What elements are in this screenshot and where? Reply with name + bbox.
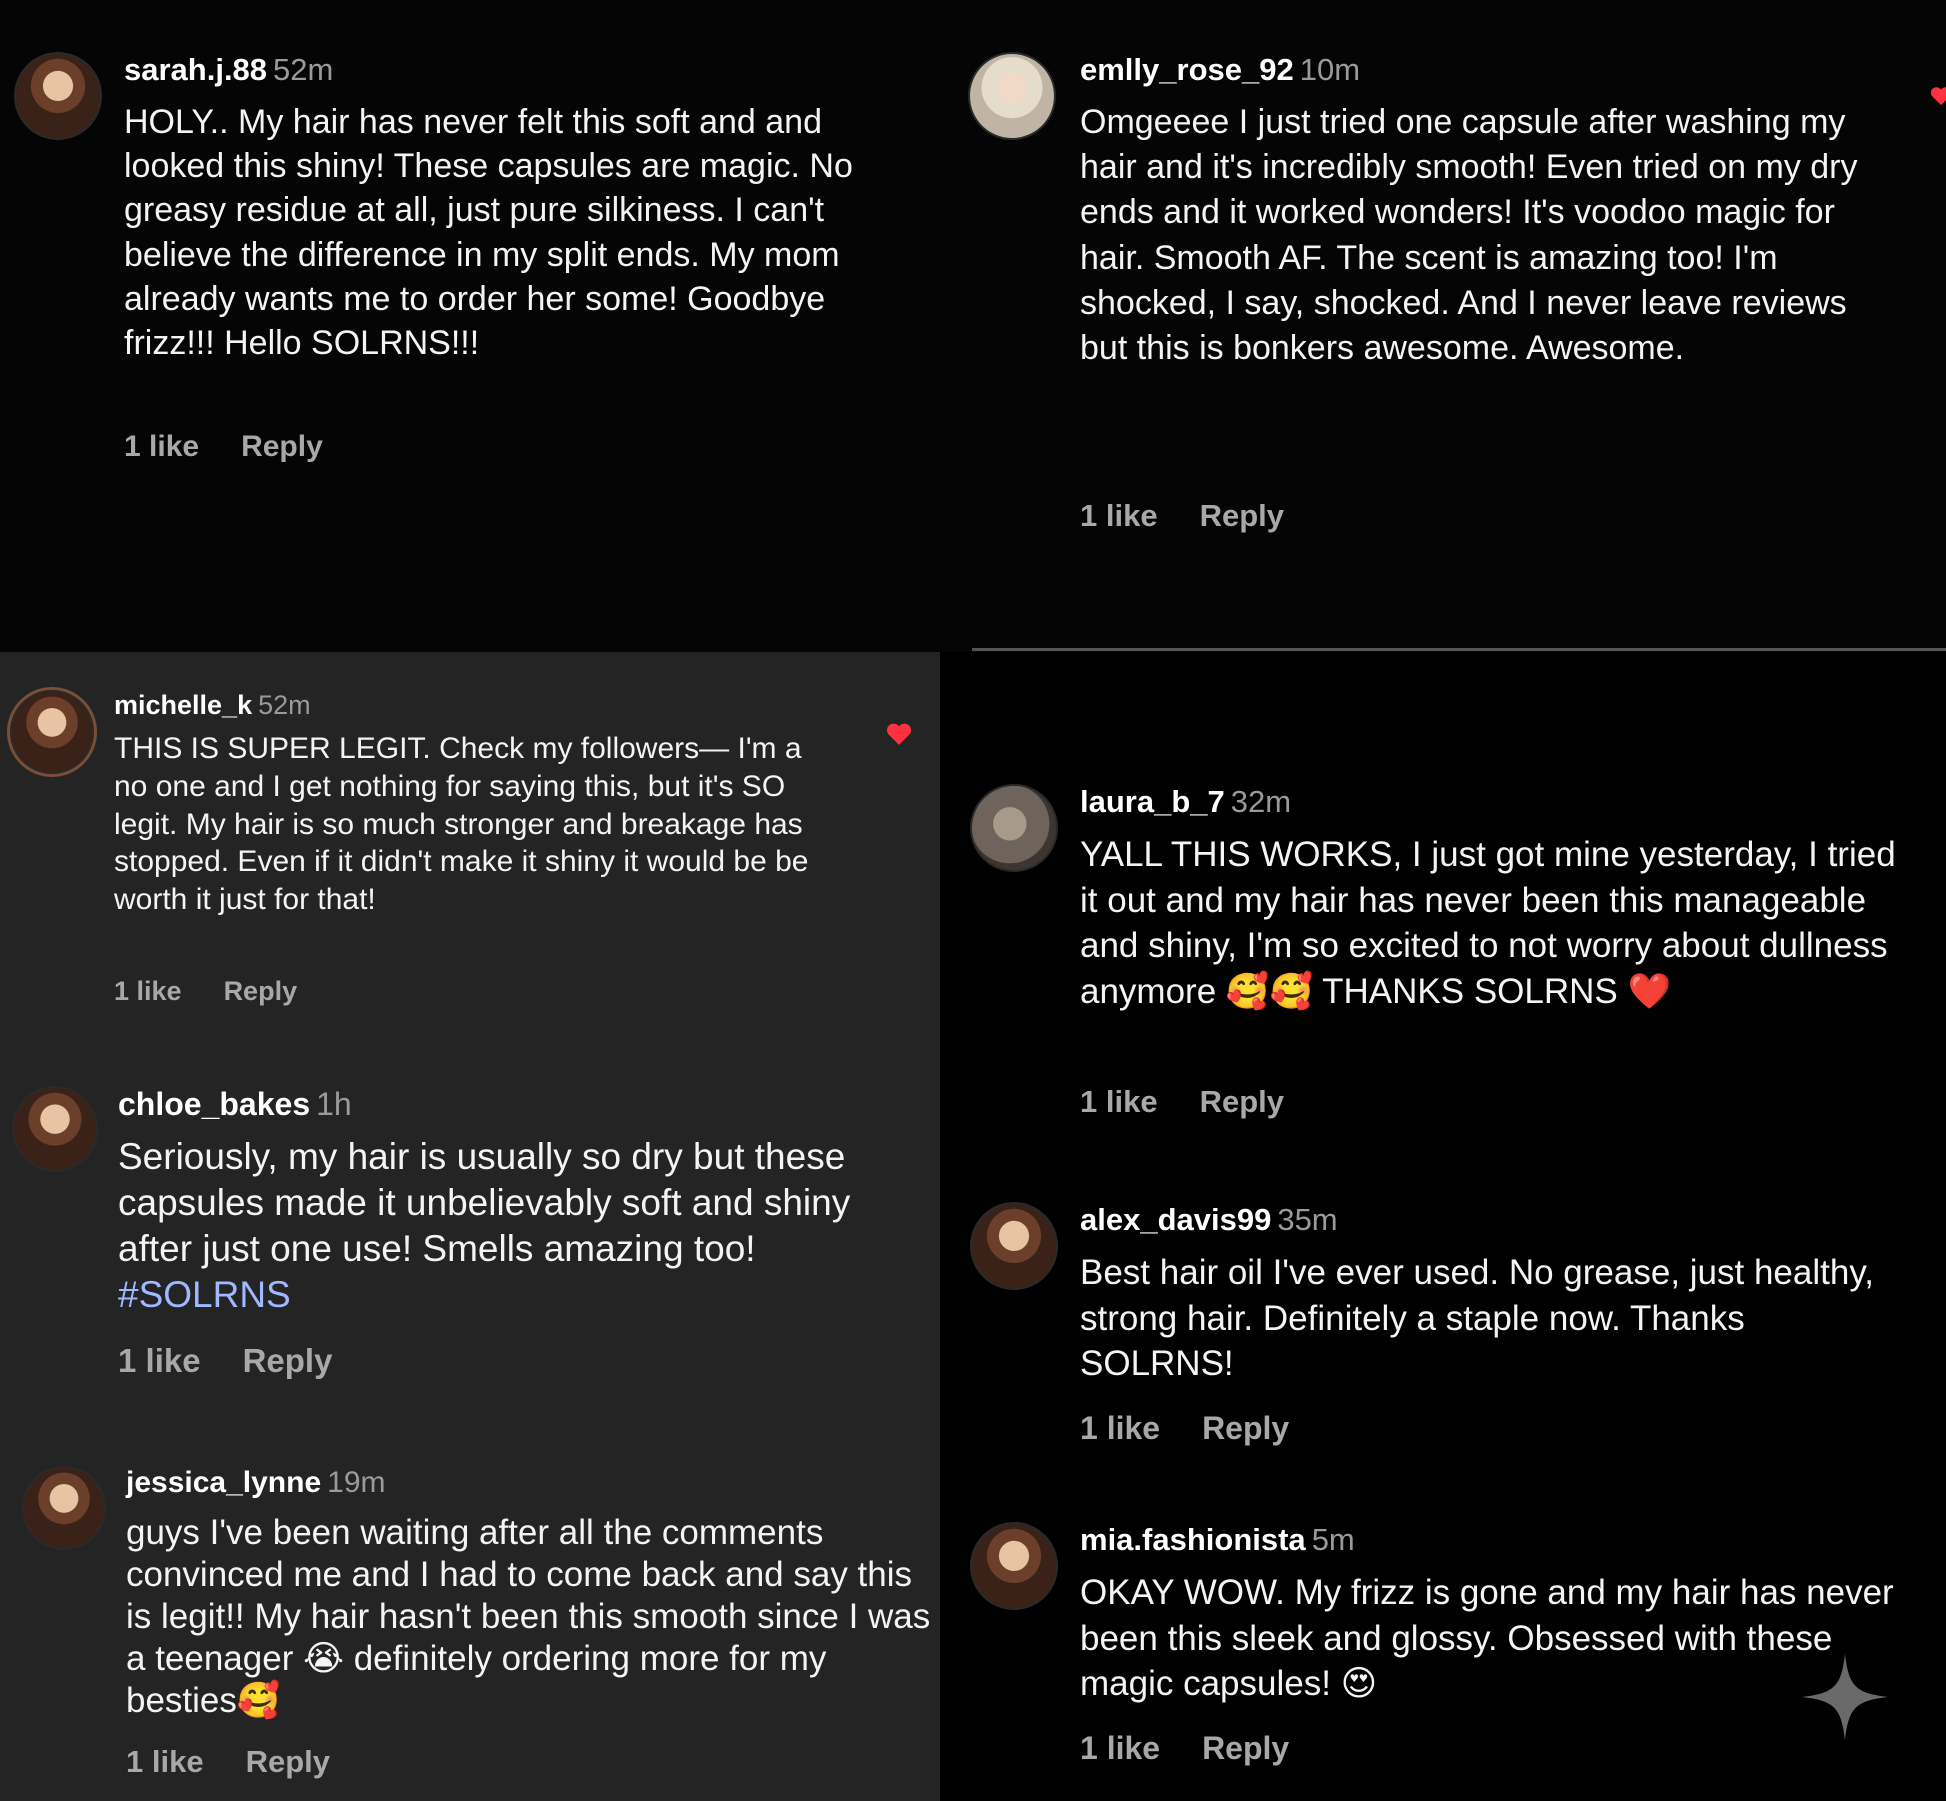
avatar[interactable]	[10, 690, 94, 774]
like-count[interactable]: 1 like	[126, 1744, 204, 1779]
heart-icon[interactable]	[886, 722, 912, 746]
reply-button[interactable]: Reply	[1202, 1410, 1290, 1446]
comment-timestamp: 1h	[316, 1086, 352, 1122]
comment-username[interactable]: emlly_rose_92	[1080, 52, 1294, 87]
comment-timestamp: 5m	[1311, 1522, 1355, 1557]
like-count[interactable]: 1 like	[1080, 498, 1158, 533]
comment-timestamp: 35m	[1277, 1202, 1338, 1237]
comment-text: Omgeeee I just tried one capsule after washing my hair and it's incredibly smooth! Even tried on my dry ends and it worked wonders! It's voodoo magic for hair. Smooth AF. The scent is amazing too! I'm shocked, I say, shocked. And I never leave reviews but this is bonkers awesome. Awesome.	[1080, 103, 1858, 368]
comment-timestamp: 52m	[258, 690, 311, 720]
reply-button[interactable]: Reply	[1199, 498, 1284, 533]
like-count[interactable]: 1 like	[114, 976, 182, 1006]
avatar[interactable]	[968, 52, 1056, 140]
comment-text: YALL THIS WORKS, I just got mine yesterday, I tried it out and my hair has never been this manageable and shiny, I'm so excited to not worry about dullness anymore 🥰🥰 THANKS SOLRNS ❤️	[1080, 835, 1896, 1011]
like-count[interactable]: 1 like	[1080, 1084, 1158, 1119]
comment-timestamp: 52m	[273, 52, 334, 87]
sparkle-icon	[1800, 1652, 1890, 1742]
like-count[interactable]: 1 like	[1080, 1730, 1161, 1766]
like-count[interactable]: 1 like	[118, 1342, 201, 1379]
comment-username[interactable]: alex_davis99	[1080, 1202, 1272, 1237]
comment-timestamp: 32m	[1230, 784, 1292, 819]
comment-text-main: Seriously, my hair is usually so dry but these capsules made it unbelievably soft and shiny after just one use! Smells amazing too!	[118, 1136, 851, 1269]
reply-button[interactable]: Reply	[1202, 1730, 1290, 1766]
reply-button[interactable]: Reply	[242, 1342, 333, 1379]
comment-username[interactable]: mia.fashionista	[1080, 1522, 1306, 1557]
comment-text: HOLY.. My hair has never felt this soft and and looked this shiny! These capsules are magic. No greasy residue at all, just pure silkiness. I can't believe the difference in my split ends. My mom already wants me to order her some! Goodbye frizz!!! Hello SOLRNS!!!	[124, 103, 853, 362]
reply-button[interactable]: Reply	[223, 976, 298, 1006]
avatar[interactable]	[12, 1086, 98, 1172]
hashtag-link[interactable]: #SOLRNS	[118, 1273, 291, 1315]
reply-button[interactable]: Reply	[241, 430, 323, 463]
comment-username[interactable]: michelle_k	[114, 690, 253, 720]
avatar[interactable]	[22, 1466, 106, 1550]
like-count[interactable]: 1 like	[1080, 1410, 1161, 1446]
avatar[interactable]	[14, 52, 102, 140]
avatar[interactable]	[970, 1202, 1058, 1290]
avatar[interactable]	[970, 784, 1058, 872]
avatar[interactable]	[970, 1522, 1058, 1610]
comment-username[interactable]: chloe_bakes	[118, 1086, 311, 1122]
comment-username[interactable]: laura_b_7	[1080, 784, 1225, 819]
comment-timestamp: 19m	[327, 1466, 386, 1499]
panel-divider	[972, 648, 1946, 651]
reply-button[interactable]: Reply	[245, 1744, 330, 1779]
comment-text	[118, 1134, 898, 1318]
comment-text: THIS IS SUPER LEGIT. Check my followers— I'm a no one and I get nothing for saying this, but it's SO legit. My hair is so much stronger and breakage has stopped. Even if it didn't make it shiny it would be be worth it just for that!	[114, 732, 809, 917]
reply-button[interactable]: Reply	[1199, 1084, 1284, 1119]
comment-username[interactable]: jessica_lynne	[126, 1466, 322, 1499]
comment-timestamp: 10m	[1299, 52, 1361, 87]
like-count[interactable]: 1 like	[124, 430, 200, 463]
comment-text: OKAY WOW. My frizz is gone and my hair has never been this sleek and glossy. Obsessed with these magic capsules! 😍	[1080, 1573, 1894, 1703]
comment-username[interactable]: sarah.j.88	[124, 52, 268, 87]
comment-text: Best hair oil I've ever used. No grease, just healthy, strong hair. Definitely a staple now. Thanks SOLRNS!	[1080, 1253, 1874, 1383]
comment-text: guys I've been waiting after all the comments convinced me and I had to come back and say this is legit!! My hair hasn't been this smooth since I was a teenager 😭 definitely ordering more for my besties🥰	[126, 1513, 931, 1720]
heart-icon[interactable]	[1930, 86, 1946, 106]
